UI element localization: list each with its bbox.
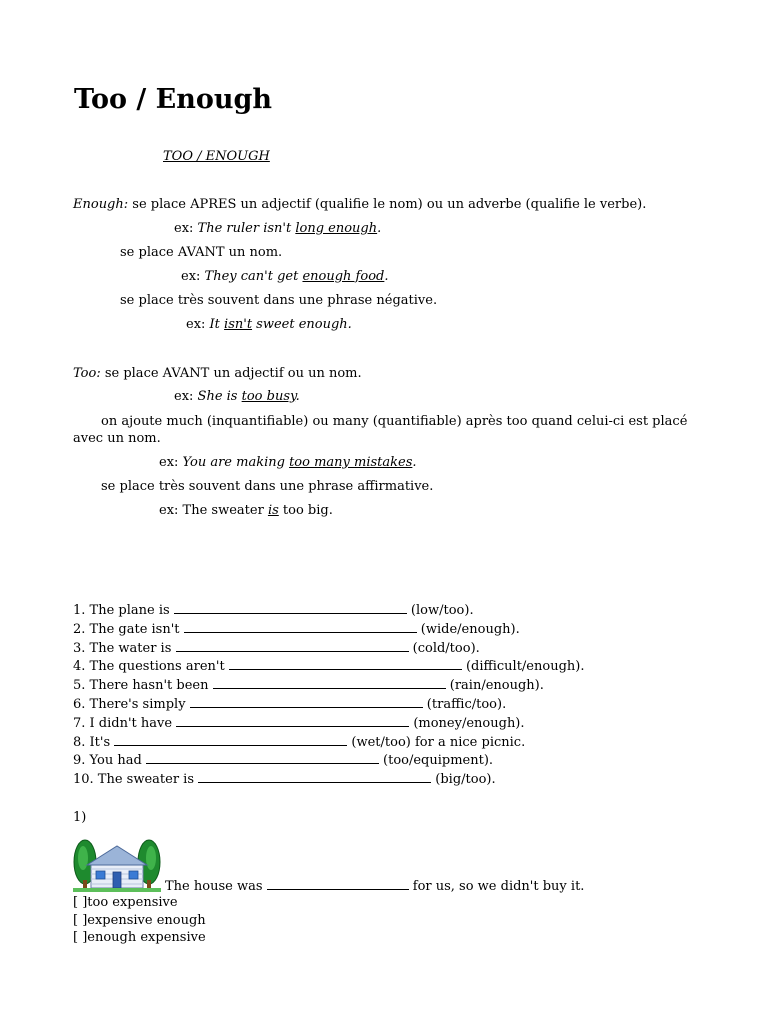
question-number: 1) <box>73 810 87 825</box>
ex-text: . <box>384 269 389 284</box>
ex-text: It <box>209 317 225 332</box>
answer-blank[interactable] <box>174 601 407 614</box>
answer-blank[interactable] <box>267 877 409 890</box>
answer-blank[interactable] <box>229 657 462 670</box>
question-text: for us, so we didn't buy it. <box>408 879 585 894</box>
ex-prefix: ex: <box>186 317 210 332</box>
ex-text: too big. <box>278 503 333 518</box>
ex-text: . <box>377 221 382 236</box>
answer-blank[interactable] <box>176 639 409 652</box>
enough-example-2 <box>181 269 389 284</box>
ex-text: . <box>412 455 417 470</box>
exercise-item <box>73 770 584 789</box>
too-example-1 <box>174 389 300 404</box>
option-checkbox[interactable]: [ ]too expensive <box>73 895 178 910</box>
exercise-hint: (difficult/enough). <box>461 659 585 675</box>
exercise-hint: (wet/too) for a nice picnic. <box>347 734 526 750</box>
exercise-text: 7. I didn't have <box>73 715 177 731</box>
exercise-hint: (traffic/too). <box>422 696 507 712</box>
option-checkbox[interactable]: [ ]enough expensive <box>73 930 206 945</box>
ex-text: The sweater <box>182 503 268 518</box>
option-checkbox[interactable]: [ ]expensive enough <box>73 912 206 928</box>
exercise-item <box>73 676 584 695</box>
too-rule-2: on ajoute much (inquantifiable) ou many (quantifiable) après too quand celui-ci est placé avec un nom. <box>73 414 688 446</box>
ex-prefix: ex: <box>159 455 183 470</box>
section-subtitle: TOO / ENOUGH <box>163 149 270 164</box>
answer-blank[interactable] <box>190 695 423 708</box>
exercise-item <box>73 695 584 714</box>
ex-highlight: too busy <box>241 389 296 404</box>
ex-highlight: enough food <box>302 269 385 284</box>
enough-rule-1-text: se place APRES un adjectif (qualifie le nom) ou un adverbe (qualifie le verbe). <box>128 197 647 212</box>
enough-rule-3: se place très souvent dans une phrase négative. <box>120 293 438 308</box>
enough-example-1 <box>174 221 381 236</box>
ex-prefix: ex: <box>174 389 198 404</box>
answer-blank[interactable] <box>213 676 446 689</box>
exercise-hint: (cold/too). <box>408 640 480 656</box>
exercise-text: 5. There hasn't been <box>73 678 213 694</box>
exercise-text: 1. The plane is <box>73 603 174 618</box>
exercise-hint: (money/enough). <box>409 715 525 731</box>
exercise-hint: (low/too). <box>406 603 474 618</box>
house-icon <box>73 836 161 892</box>
exercise-hint: (wide/enough). <box>416 621 520 637</box>
exercise-text: 2. The gate isn't <box>73 621 184 637</box>
ex-highlight: isn't <box>224 317 253 332</box>
answer-blank[interactable] <box>114 733 347 746</box>
exercise-item <box>73 601 584 620</box>
exercise-item <box>73 733 584 752</box>
enough-rule-2: se place AVANT un nom. <box>120 245 283 260</box>
page-title: Too / Enough <box>74 84 273 115</box>
too-label: Too: <box>73 366 101 381</box>
question-text: The house was <box>165 879 267 894</box>
exercise-hint: (big/too). <box>431 772 496 788</box>
ex-prefix: ex: <box>181 269 205 284</box>
too-example-3 <box>159 503 333 518</box>
too-rule-1-text: se place AVANT un adjectif ou un nom. <box>100 366 362 381</box>
ex-text: She is <box>197 389 242 404</box>
enough-example-3 <box>186 317 352 332</box>
enough-label: Enough: <box>73 197 129 212</box>
exercise-item <box>73 639 584 658</box>
ex-text: . <box>295 389 300 404</box>
answer-blank[interactable] <box>176 714 409 727</box>
exercise-list <box>73 601 584 789</box>
too-example-2 <box>159 455 417 470</box>
ex-prefix: ex: <box>159 503 183 518</box>
exercise-text: 4. The questions aren't <box>73 659 229 675</box>
exercise-hint: (rain/enough). <box>445 678 544 694</box>
ex-highlight: is <box>267 503 279 518</box>
ex-prefix: ex: <box>174 221 198 236</box>
answer-blank[interactable] <box>198 770 431 783</box>
ex-text: They can't get <box>204 269 303 284</box>
exercise-text: 8. It's <box>73 734 115 750</box>
ex-highlight: too many mistakes <box>289 455 413 470</box>
ex-text: The ruler isn't <box>197 221 296 236</box>
exercise-text: 3. The water is <box>73 640 176 656</box>
exercise-item <box>73 714 584 733</box>
question-sentence <box>165 877 584 894</box>
exercise-text: 9. You had <box>73 753 146 769</box>
too-rule-3: se place très souvent dans une phrase affirmative. <box>101 479 434 494</box>
exercise-hint: (too/equipment). <box>378 753 494 769</box>
answer-blank[interactable] <box>184 620 417 633</box>
ex-text: You are making <box>182 455 290 470</box>
exercise-text: 6. There's simply <box>73 696 190 712</box>
exercise-text: 10. The sweater is <box>73 772 199 788</box>
enough-rule-1 <box>73 197 646 212</box>
exercise-item <box>73 620 584 639</box>
exercise-item <box>73 751 584 770</box>
too-rule-1 <box>73 366 362 381</box>
answer-blank[interactable] <box>146 751 379 764</box>
exercise-item <box>73 657 584 676</box>
ex-text: sweet enough. <box>252 317 352 332</box>
answer-options <box>73 894 206 947</box>
ex-highlight: long enough <box>295 221 378 236</box>
